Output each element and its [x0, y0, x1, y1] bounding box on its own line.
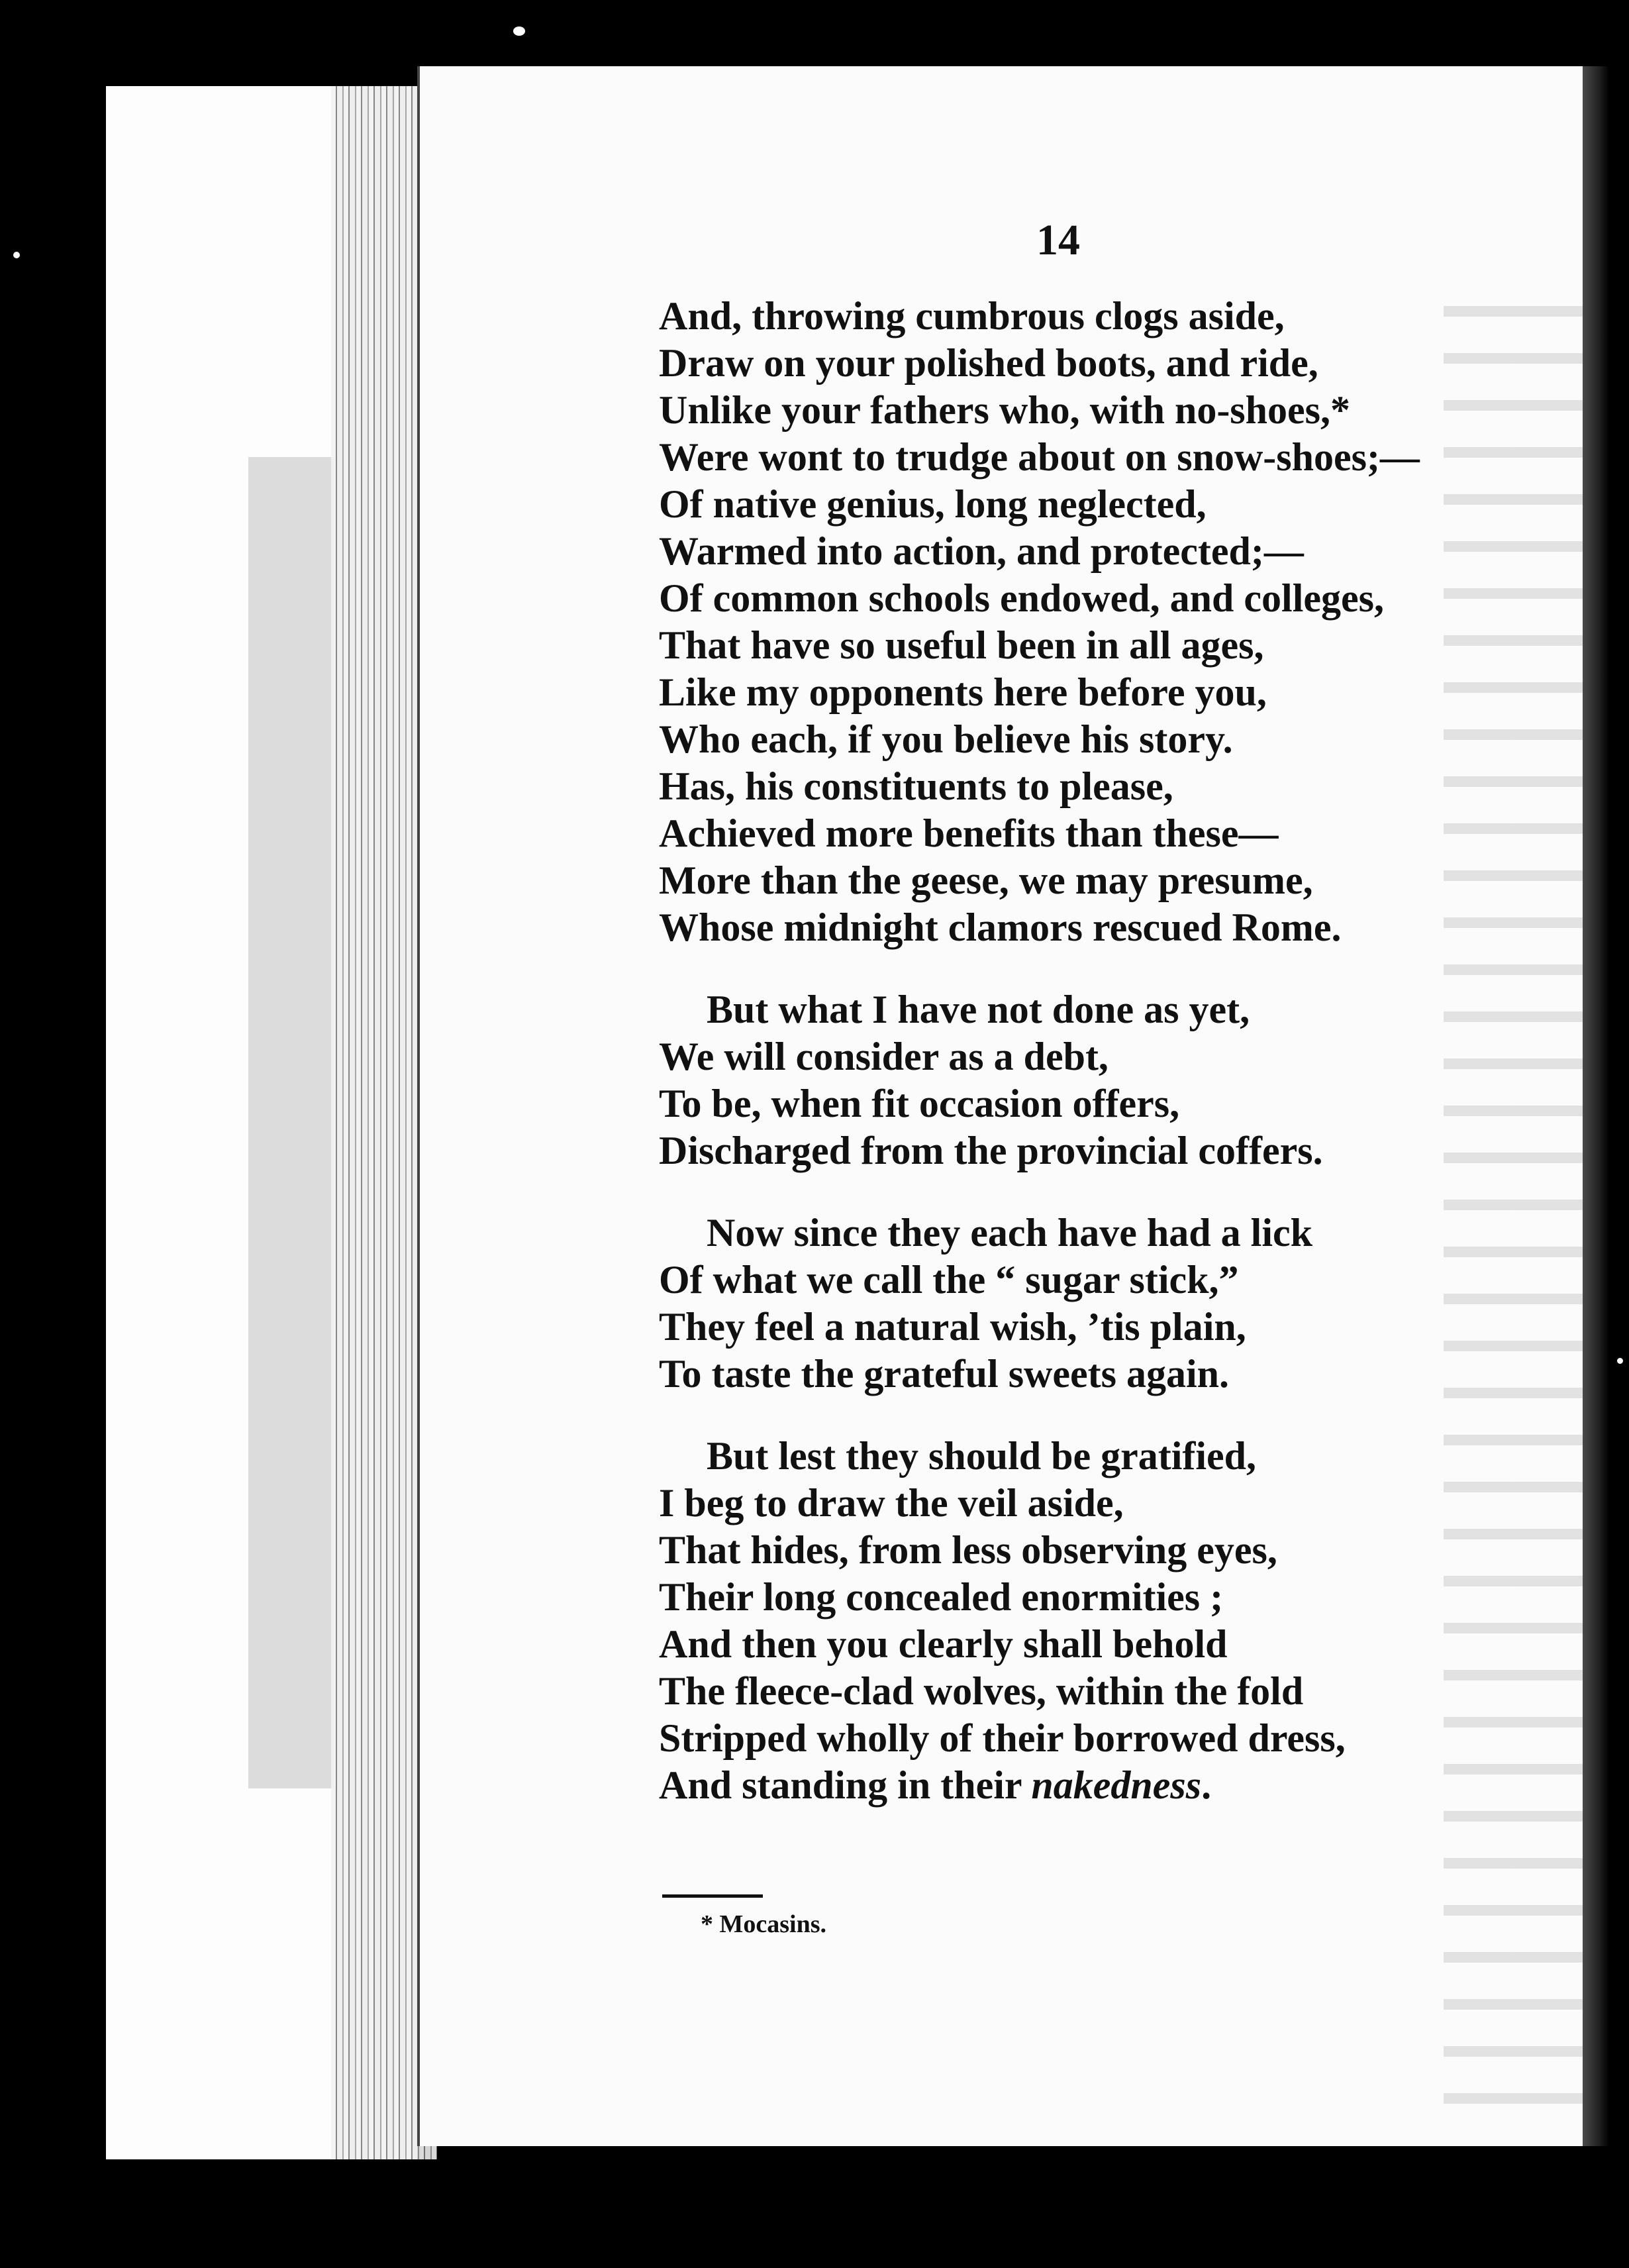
scan-speck: [1617, 1358, 1623, 1364]
poem-line-text: We will consider as a debt,: [659, 1035, 1109, 1078]
poem-line-text: That hides, from less observing eyes,: [659, 1528, 1277, 1572]
poem-line-text: Achieved more benefits than these—: [659, 811, 1279, 855]
poem-line-text: Unlike your fathers who, with no-shoes,*: [659, 388, 1350, 432]
footnote: * Mocasins.: [701, 1910, 826, 1938]
poem-line-text: That have so useful been in all ages,: [659, 623, 1264, 667]
poem-line-text: Of native genius, long neglected,: [659, 482, 1207, 526]
scan-speck: [513, 26, 525, 36]
poem-line: [659, 1574, 1586, 1621]
poem-line-text: They feel a natural wish, ’tis plain,: [659, 1305, 1246, 1349]
gutter-shadow: [248, 457, 334, 1788]
poem-line-italic: nakedness: [1031, 1763, 1202, 1807]
poem-line-text: Stripped wholly of their borrowed dress,: [659, 1716, 1346, 1760]
stanza: [659, 1433, 1586, 1809]
poem-line-text: Discharged from the provincial coffers.: [659, 1129, 1323, 1172]
poem-line: [659, 986, 1586, 1033]
scan-speck: [13, 252, 20, 258]
poem-line-text: Warmed into action, and protected;—: [659, 529, 1304, 573]
poem-text: [659, 293, 1586, 1809]
poem-line: [659, 1351, 1586, 1398]
poem-line: [659, 1668, 1586, 1715]
poem-line: [659, 387, 1586, 434]
poem-line: [659, 1210, 1586, 1257]
poem-line: [659, 434, 1586, 481]
poem-line-text: I beg to draw the veil aside,: [659, 1481, 1124, 1525]
poem-line-text: Of common schools endowed, and colleges,: [659, 576, 1384, 620]
poem-line-text: The fleece-clad wolves, within the fold: [659, 1669, 1304, 1713]
stanza: [659, 1210, 1586, 1398]
poem-line: [659, 528, 1586, 575]
poem-line-text: And standing in their: [659, 1763, 1032, 1807]
poem-line: [659, 1527, 1586, 1574]
poem-line-text: And then you clearly shall behold: [659, 1622, 1228, 1666]
poem-line: [659, 1127, 1586, 1174]
poem-line-text: And, throwing cumbrous clogs aside,: [659, 294, 1285, 338]
poem-line-text: To taste the grateful sweets again.: [659, 1352, 1230, 1396]
stanza: [659, 986, 1586, 1174]
poem-line: [659, 857, 1586, 904]
poem-line-text: Now since they each have had a lick: [707, 1211, 1312, 1255]
poem-line-text: Were wont to trudge about on snow-shoes;—: [659, 435, 1420, 479]
poem-line: [659, 575, 1586, 622]
poem-line: [659, 1480, 1586, 1527]
poem-line-end: .: [1201, 1763, 1212, 1807]
poem-line-text: Draw on your polished boots, and ride,: [659, 341, 1318, 385]
poem-line-text: To be, when fit occasion offers,: [659, 1082, 1180, 1125]
stanza: [659, 293, 1586, 951]
poem-line: [659, 1762, 1586, 1809]
poem-line-text: More than the geese, we may presume,: [659, 858, 1313, 902]
footnote-rule: [662, 1894, 763, 1898]
poem-line-text: Who each, if you believe his story.: [659, 717, 1233, 761]
poem-line: [659, 904, 1586, 951]
poem-line: [659, 1621, 1586, 1668]
poem-line: [659, 1080, 1586, 1127]
poem-line: [659, 340, 1586, 387]
poem-line-text: Of what we call the “ sugar stick,”: [659, 1258, 1239, 1302]
poem-line-text: Has, his constituents to please,: [659, 764, 1173, 808]
poem-line: [659, 669, 1586, 716]
poem-line: [659, 1304, 1586, 1351]
poem-line-text: Whose midnight clamors rescued Rome.: [659, 905, 1342, 949]
poem-line-text: But what I have not done as yet,: [707, 988, 1250, 1031]
poem-line: [659, 810, 1586, 857]
poem-line: [659, 622, 1586, 669]
page-right-edge: [1583, 66, 1609, 2146]
poem-line: [659, 1257, 1586, 1304]
poem-line: [659, 481, 1586, 528]
poem-line: [659, 716, 1586, 763]
poem-line-text: But lest they should be gratified,: [707, 1434, 1257, 1478]
poem-line: [659, 1715, 1586, 1762]
poem-line-text: Their long concealed enormities ;: [659, 1575, 1224, 1619]
poem-line-text: Like my opponents here before you,: [659, 670, 1267, 714]
poem-line: [659, 1033, 1586, 1080]
poem-line: [659, 293, 1586, 340]
poem-line: [659, 763, 1586, 810]
page-number: 14: [1036, 216, 1080, 264]
poem-line: [659, 1433, 1586, 1480]
